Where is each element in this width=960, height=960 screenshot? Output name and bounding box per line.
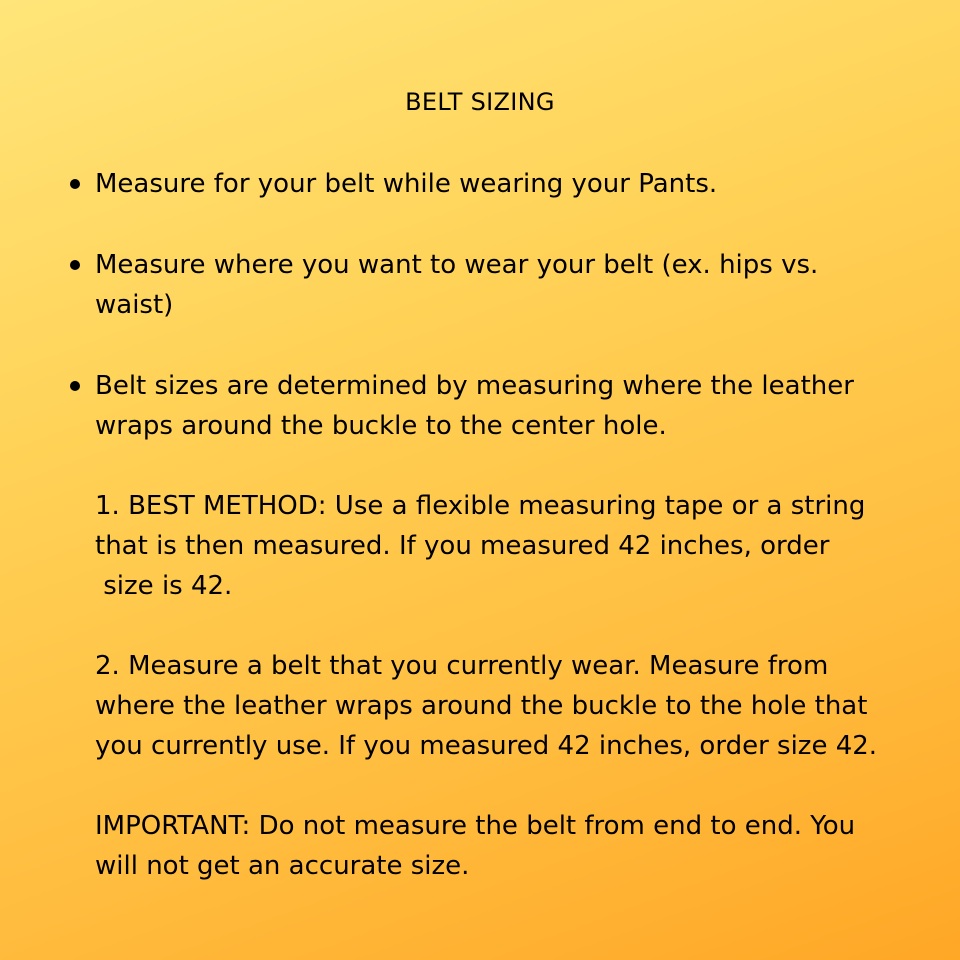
bullet-icon xyxy=(70,179,80,189)
bullet-icon xyxy=(70,260,80,270)
bullet-icon xyxy=(70,381,80,391)
list-item-text: waist) xyxy=(95,290,174,320)
list-item xyxy=(95,245,925,325)
paragraph-text: will not get an accurate size. xyxy=(95,851,470,881)
list-item xyxy=(95,366,925,886)
list-item xyxy=(95,164,925,204)
paragraph-text: where the leather wraps around the buckle to the hole that xyxy=(95,691,868,721)
list-item-text: Measure for your belt while wearing your Pants. xyxy=(95,169,718,199)
paragraph-text: 2. Measure a belt that you currently wear. Measure from xyxy=(95,651,829,681)
paragraph-text: you currently use. If you measured 42 inches, order size 42. xyxy=(95,731,878,761)
list-item-text: Belt sizes are determined by measuring where the leather xyxy=(95,371,854,401)
important-note-paragraph xyxy=(95,806,925,886)
best-method-paragraph xyxy=(95,486,925,606)
paragraph-text: size is 42. xyxy=(95,571,233,601)
paragraph-text: IMPORTANT: Do not measure the belt from end to end. You xyxy=(95,811,856,841)
sizing-instructions-list xyxy=(95,164,925,886)
list-item-text: wraps around the buckle to the center hole. xyxy=(95,411,667,441)
current-belt-method-paragraph xyxy=(95,646,925,766)
page-title: BELT SIZING xyxy=(405,88,555,116)
paragraph-text: that is then measured. If you measured 42 inches, order xyxy=(95,531,830,561)
list-item-text: Measure where you want to wear your belt (ex. hips vs. xyxy=(95,250,819,280)
paragraph-text: 1. BEST METHOD: Use a flexible measuring tape or a string xyxy=(95,491,866,521)
